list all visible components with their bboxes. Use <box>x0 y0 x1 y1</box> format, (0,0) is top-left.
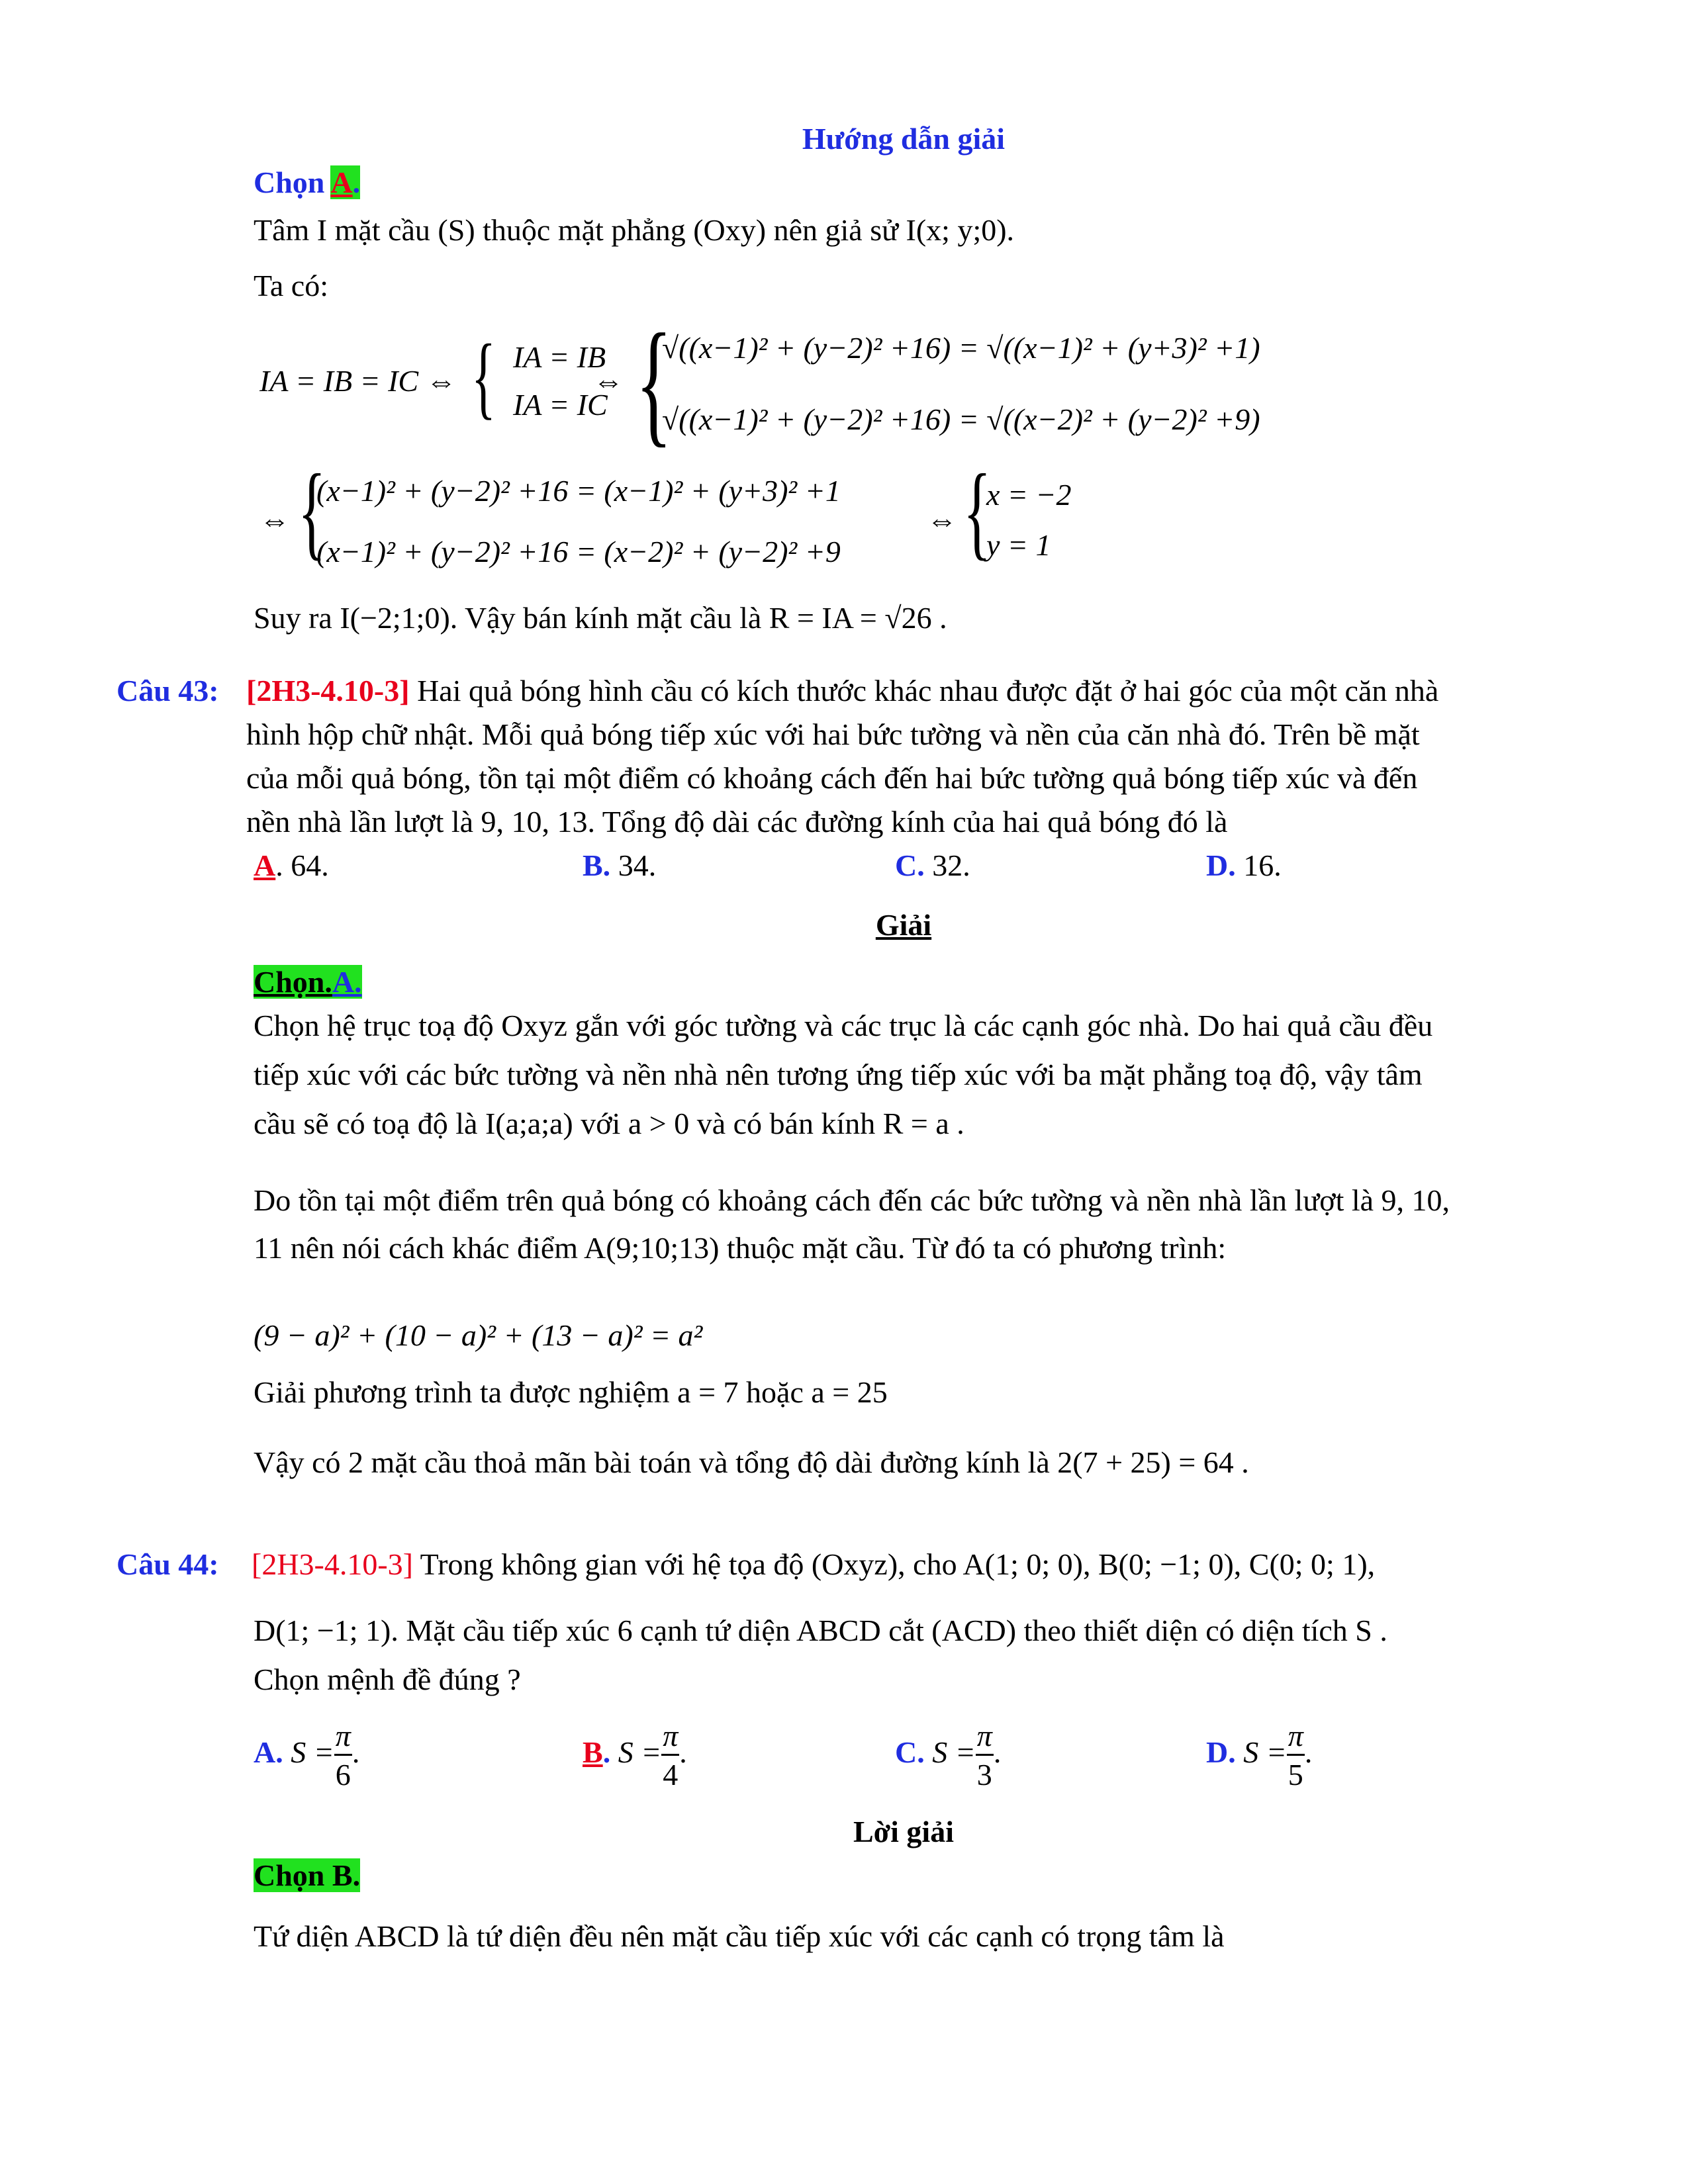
fraction-den: 6 <box>335 1758 351 1792</box>
q44-sol-line1: Tứ diện ABCD là tứ diện đều nên mặt cầu tiếp xúc với các cạnh có trọng tâm là <box>254 1919 1225 1953</box>
q42-eq-left: IA = IB = IC ⇔ <box>259 364 457 398</box>
q43-option-d-text: 16. <box>1235 848 1282 882</box>
q44-option-a: A. S = $\frac{\pi}{6}$ . <box>254 1719 360 1792</box>
q44-option-d-lhs: S = <box>1243 1735 1287 1770</box>
q43-option-b-letter: B. <box>583 848 611 882</box>
q44-option-c-lhs: S = <box>932 1735 976 1770</box>
q44-code: [2H3-4.10-3] <box>252 1547 413 1581</box>
q42-conclusion: Suy ra I(−2;1;0). Vậy bán kính mặt cầu là R = IA = √26 . <box>254 601 947 635</box>
q43-label: Câu 43: <box>117 674 219 707</box>
q43-line3: của mỗi quả bóng, tồn tại một điểm có khoảng cách đến hai bức tường quả bóng tiếp xúc và đến <box>246 761 1418 795</box>
brace-2: { <box>635 306 673 459</box>
q42-arrow1: ⇔ <box>593 364 624 398</box>
fraction-den: 4 <box>663 1758 679 1792</box>
q42-sys4-b: y = 1 <box>986 528 1051 562</box>
chon-answer-q42 <box>254 164 360 201</box>
q44-option-c: C. S = $\frac{\pi}{3}$ . <box>895 1719 1002 1792</box>
q44-option-d: D. S = $\frac{\pi}{5}$ . <box>1206 1719 1313 1792</box>
q42-line1: Tâm I mặt cầu (S) thuộc mặt phẳng (Oxy) nên giả sử I(x; y;0). <box>254 213 1015 247</box>
q43-sol-line7: Giải phương trình ta được nghiệm a = 7 hoặc a = 25 <box>254 1375 888 1409</box>
q44-option-a-lhs: S = <box>291 1735 334 1770</box>
q43-option-a-text: . 64. <box>275 848 329 882</box>
q43-text1: Hai quả bóng hình cầu có kích thước khác nhau được đặt ở hai góc của một căn nhà <box>409 674 1439 707</box>
brace-4: { <box>963 452 992 570</box>
q44-line2: D(1; −1; 1). Mặt cầu tiếp xúc 6 cạnh tứ diện ABCD cắt (ACD) theo thiết diện có diện tích S . <box>254 1614 1387 1647</box>
q43-chon-letter: A. <box>332 965 362 999</box>
q43-option-a-letter: A <box>254 848 276 882</box>
chon-dot: . <box>352 165 361 199</box>
q44-line3: Chọn mệnh đề đúng ? <box>254 1662 521 1696</box>
q42-sys3-b: (x−1)² + (y−2)² +16 = (x−2)² + (y−2)² +9 <box>316 535 841 569</box>
q44-option-a-letter: A. <box>254 1735 283 1770</box>
q42-sys3-a: (x−1)² + (y−2)² +16 = (x−1)² + (y+3)² +1 <box>316 474 841 508</box>
q43-sol-line8: Vậy có 2 mặt cầu thoả mãn bài toán và tổng độ dài đường kính là 2(7 + 25) = 64 . <box>254 1445 1249 1479</box>
solution-heading: Hướng dẫn giải <box>802 122 1006 156</box>
q42-sys2-a: √((x−1)² + (y−2)² +16) = √((x−1)² + (y+3)² +1) <box>662 331 1260 365</box>
q42-sys4-a: x = −2 <box>986 478 1072 512</box>
q43-sol-line1: Chọn hệ trục toạ độ Oxyz gắn với góc tường và các trục là các cạnh góc nhà. Do hai quả cầu đều <box>254 1009 1433 1042</box>
q43-chon-label: Chọn. <box>254 965 332 999</box>
q43-solution-title: Giải <box>875 908 932 942</box>
fraction-num: π <box>976 1721 994 1756</box>
fraction-num: π <box>334 1721 352 1756</box>
q43-code: [2H3-4.10-3] <box>246 674 410 707</box>
fraction <box>661 1721 679 1790</box>
q44-label: Câu 44: <box>117 1547 219 1581</box>
q44-option-b: B. S = $\frac{\pi}{4}$ . <box>583 1719 687 1792</box>
q44-chon-label: Chọn B. <box>254 1858 361 1892</box>
brace-1: { <box>471 326 496 428</box>
fraction <box>1287 1721 1305 1790</box>
q43-option-c <box>895 847 970 884</box>
q44-option-d-letter: D. <box>1206 1735 1236 1770</box>
q42-sys1-b: IA = IC <box>513 388 608 422</box>
fraction-den: 5 <box>1288 1758 1303 1792</box>
q42-arrow2: ⇔ <box>259 503 290 537</box>
q44-option-b-lhs: S = <box>618 1735 662 1770</box>
q43-option-c-letter: C. <box>895 848 925 882</box>
q43-option-c-text: 32. <box>924 848 970 882</box>
q43-line2: hình hộp chữ nhật. Mỗi quả bóng tiếp xúc với hai bức tường và nền của căn nhà đó. Trên bề mặt <box>246 717 1420 751</box>
fraction-num: π <box>1287 1721 1305 1756</box>
q43-option-d-letter: D. <box>1206 848 1236 882</box>
q43-option-b <box>583 847 656 884</box>
fraction <box>976 1721 994 1790</box>
chon-label: Chọn <box>254 165 331 199</box>
q44-solution-title: Lời giải <box>853 1815 954 1848</box>
brace-3: { <box>298 452 326 570</box>
q42-sys1-a: IA = IB <box>513 340 606 374</box>
q44-option-b-letter: B <box>583 1735 603 1770</box>
q43-sol-line2: tiếp xúc với các bức tường và nền nhà nên tương ứng tiếp xúc với ba mặt phẳng toạ độ, vậy tâm <box>254 1058 1423 1091</box>
q44-line1 <box>252 1546 1375 1583</box>
q43-option-b-text: 34. <box>610 848 657 882</box>
q43-option-a <box>254 847 329 884</box>
q43-sol-line3: cầu sẽ có toạ độ là I(a;a;a) với a > 0 và có bán kính R = a . <box>254 1107 964 1140</box>
q43-option-d <box>1206 847 1282 884</box>
q42-line2: Ta có: <box>254 269 329 302</box>
fraction-num: π <box>661 1721 679 1756</box>
q44-chon <box>254 1857 360 1894</box>
q42-arrow3: ⇔ <box>927 503 957 537</box>
q43-sol-equation: (9 − a)² + (10 − a)² + (13 − a)² = a² <box>254 1318 703 1352</box>
q44-text1: Trong không gian với hệ tọa độ (Oxyz), cho A(1; 0; 0), B(0; −1; 0), C(0; 0; 1), <box>413 1547 1376 1581</box>
fraction <box>334 1721 352 1790</box>
q43-sol-line4: Do tồn tại một điểm trên quả bóng có khoảng cách đến các bức tường và nền nhà lần lượt là 9, 10, <box>254 1183 1450 1217</box>
q42-sys2-b: √((x−1)² + (y−2)² +16) = √((x−2)² + (y−2)² +9) <box>662 402 1260 436</box>
q43-chon <box>254 964 362 1001</box>
q44-option-c-letter: C. <box>895 1735 925 1770</box>
q43-line4: nền nhà lần lượt là 9, 10, 13. Tổng độ dài các đường kính của hai quả bóng đó là <box>246 805 1228 839</box>
fraction-den: 3 <box>976 1758 992 1792</box>
chon-letter: A <box>330 165 353 199</box>
q43-sol-line5: 11 nên nói cách khác điểm A(9;10;13) thuộc mặt cầu. Từ đó ta có phương trình: <box>254 1231 1227 1265</box>
q43-line1 <box>246 672 1438 709</box>
